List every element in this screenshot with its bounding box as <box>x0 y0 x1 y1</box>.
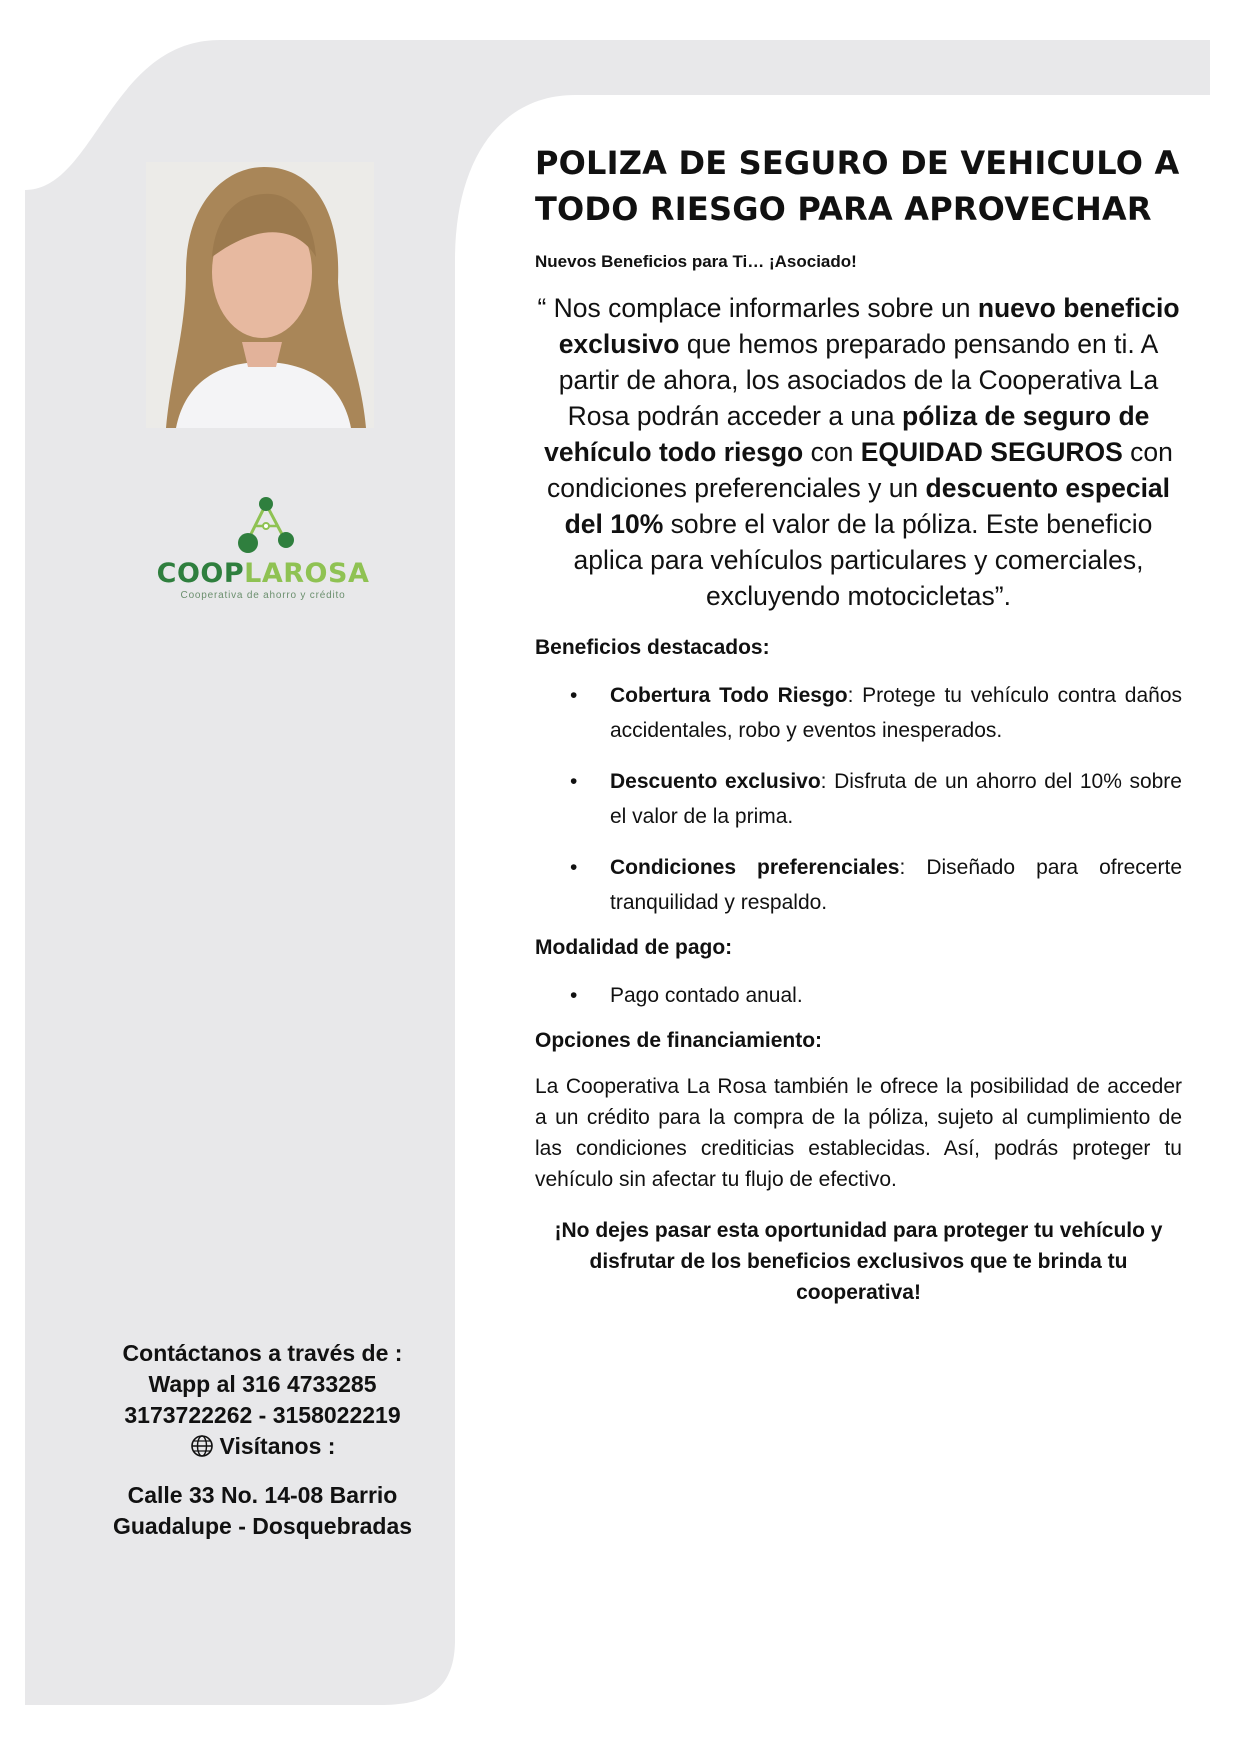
portrait-image <box>146 162 374 428</box>
payment-list <box>535 978 1182 1013</box>
logo-wordmark: COOPLAROSA <box>156 558 370 589</box>
contact-block <box>70 1338 455 1542</box>
logo-tagline: Cooperativa de ahorro y crédito <box>180 590 346 601</box>
closing-message: ¡No dejes pasar esta oportunidad para proteger tu vehículo y disfrutar de los beneficios exclusivos que te brinda tu cooperativa! <box>554 1219 1163 1304</box>
financing-text: La Cooperativa La Rosa también le ofrece la posibilidad de acceder a un crédito para la compra de la póliza, sujeto al cumplimiento de las condiciones crediticias establecidas. Así, podrás proteger tu vehículo sin afectar tu flujo de efectivo. <box>535 1075 1182 1191</box>
globe-icon <box>190 1434 214 1458</box>
contact-heading: Contáctanos a través de : <box>122 1340 403 1366</box>
benefits-heading: Beneficios destacados: <box>535 636 770 659</box>
benefits-list <box>535 678 1182 920</box>
list-item: • Cobertura Todo Riesgo: Protege tu vehículo contra daños accidentales, robo y eventos inesperados. <box>535 678 1182 748</box>
main-content <box>535 140 1182 1308</box>
subtitle: Nuevos Beneficios para Ti… ¡Asociado! <box>535 252 857 271</box>
page-title: POLIZA DE SEGURO DE VEHICULO A TODO RIESGO PARA APROVECHAR <box>535 144 1180 228</box>
address <box>70 1480 455 1542</box>
address-line-1: Calle 33 No. 14-08 Barrio <box>127 1482 398 1508</box>
intro-quote: “ Nos complace informarles sobre un nuevo beneficio exclusivo que hemos preparado pensando en ti. A partir de ahora, los asociados de la Cooperativa La Rosa podrán acceder a una póliza de seguro de vehículo todo riesgo con EQUIDAD SEGUROS con condiciones preferenciales y un descuento especial del 10% sobre el valor de la póliza. Este beneficio aplica para vehículos particulares y comerciales, excluyendo motocicletas”. <box>537 293 1180 611</box>
visit-label: Visítanos : <box>70 1431 455 1462</box>
list-item: • Condiciones preferenciales: Diseñado para ofrecerte tranquilidad y respaldo. <box>535 850 1182 920</box>
logo-mark-icon <box>226 496 306 558</box>
list-item: • Pago contado anual. <box>535 978 1182 1013</box>
phone-numbers: 3173722262 - 3158022219 <box>124 1402 401 1428</box>
payment-heading: Modalidad de pago: <box>535 936 733 959</box>
address-line-2: Guadalupe - Dosquebradas <box>112 1513 413 1539</box>
financing-heading: Opciones de financiamiento: <box>535 1029 823 1052</box>
representative-photo <box>146 162 374 428</box>
list-item: • Descuento exclusivo: Disfruta de un ahorro del 10% sobre el valor de la prima. <box>535 764 1182 834</box>
whatsapp-number: Wapp al 316 4733285 <box>148 1371 377 1397</box>
cooplarosa-logo <box>138 496 388 606</box>
